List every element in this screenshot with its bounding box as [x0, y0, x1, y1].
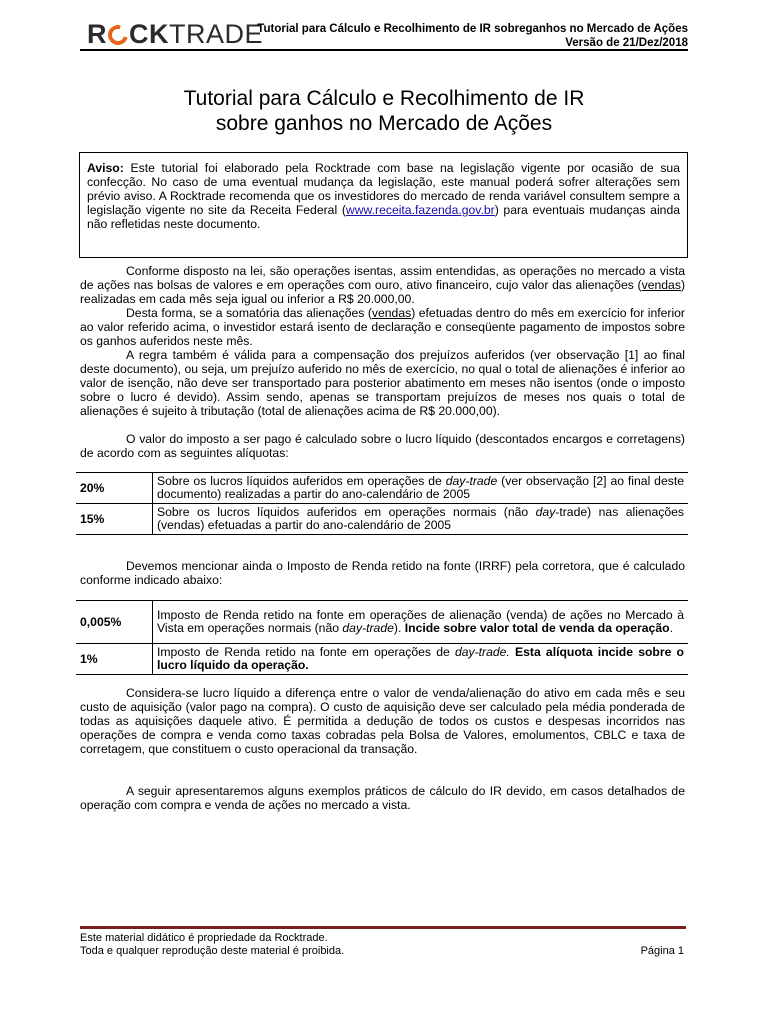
desc-text-end: . [669, 621, 673, 635]
paragraph-net-profit [80, 686, 685, 756]
p1-text-end: ) realizadas em cada mês seja igual ou inferior a R$ 20.000,00. [80, 278, 685, 306]
receita-federal-link[interactable]: www.receita.fazenda.gov.br [345, 203, 495, 217]
p2-text-end: ) efetuadas dentro do mês em exercício for inferior ao valor referido acima, o investidor estará isento de declaração e conseqüente pagamento de impostos sobre os ganhos auferidos neste mês. [80, 306, 685, 348]
rate-cell: 15% [76, 504, 153, 535]
document-title [80, 86, 688, 136]
paragraph-irrf [80, 559, 685, 587]
p3-text: A regra também é válida para a compensação dos prejuízos auferidos (ver observação [1] ao final deste documento), ou seja, um prejuízo auferido no mês de exercício, no qual o total de alienações é inferior ao valor de isenção, não deve ser transportado para posterior abatimento em meses não isentos (onde o imposto sobre o lucro é devido). Assim sendo, apenas se transportam prejuízos de meses nos quais o total de alienações é sujeito à tributação (total de alienações acima de R$ 20.000,00). [80, 348, 685, 418]
footer-line1: Este material didático é propriedade da Rocktrade. [80, 932, 328, 944]
header-divider [80, 49, 688, 51]
p6-text: Considera-se lucro líquido a diferença entre o valor de venda/alienação do ativo em cada mês e seu custo de aquisição (valor pago na compra). O custo de aquisição deve ser calculado pela média ponderada de todas as aquisições daquele ativo. É permitida a dedução de todos os custos e despesas incorridos nas operações de compra e venda como taxas cobradas pela Bolsa de Valores, emolumentos, CBLC e taxa de corretagem, que constituem o custo operacional da transação. [80, 686, 685, 756]
rate-cell: 20% [76, 473, 153, 504]
paragraph-examples [80, 784, 685, 812]
desc-italic: day-trade [342, 621, 394, 635]
header-title [257, 22, 688, 50]
p2-underline: vendas [371, 306, 412, 320]
paragraph-tax-rates [80, 432, 685, 460]
header-title-line1: Tutorial para Cálculo e Recolhimento de IR sobreganhos no Mercado de Ações [257, 23, 688, 35]
p4-text: O valor do imposto a ser pago é calculado sobre o lucro líquido (descontados encargos e corretagens) de acordo com as seguintes alíquotas: [80, 432, 685, 460]
table-row [76, 504, 688, 535]
rate-description [153, 601, 689, 644]
desc-text-end: -trade) nas alienações (vendas) efetuadas a partir do ano-calendário de 2005 [157, 505, 685, 532]
notice-text: Este tutorial foi elaborado pela Rocktrade com base na legislação vigente por ocasião de sua confecção. No caso de uma eventual mudança da legislação, este manual poderá sofrer alterações sem prévio aviso. A Rocktrade recomenda que os investidores do mercado de renda variável consultem sempre a legislação vigente no site da Receita Federal ( [87, 161, 680, 217]
tax-rates-table [76, 472, 688, 535]
footer-notice [80, 932, 344, 957]
table-row [76, 473, 688, 504]
rate-description [153, 644, 689, 675]
desc-text: Imposto de Renda retido na fonte em operações de [157, 645, 455, 659]
rate-cell: 0,005% [76, 601, 153, 644]
desc-italic: day [535, 505, 556, 519]
desc-text-mid: ). [393, 621, 405, 635]
rocktrade-logo [87, 18, 263, 50]
p1-underline: vendas [641, 278, 681, 292]
logo-text-trade: TRADE [169, 18, 264, 49]
page-number: Página 1 [640, 945, 684, 957]
footer-line2: Toda e qualquer reprodução deste material é proibida. [80, 944, 345, 957]
desc-italic: day-trade [445, 474, 498, 488]
table-row [76, 601, 688, 644]
logo-o-icon [104, 21, 131, 48]
notice-box [79, 152, 688, 258]
paragraph-exemption [80, 264, 685, 418]
desc-text-end: (ver observação [2] ao final deste documento) realizadas a partir do ano-calendário de 2005 [157, 474, 684, 501]
title-line2: sobre ganhos no Mercado de Ações [215, 112, 553, 135]
notice-text-end: ) para eventuais mudanças ainda não refletidas neste documento. [87, 203, 681, 231]
p2-text: Desta forma, se a somatória das alienações ( [126, 306, 372, 320]
p7-text: A seguir apresentaremos alguns exemplos práticos de cálculo do IR devido, em casos detalhados de operação com compra e venda de ações no mercado a vista. [80, 784, 685, 812]
table-row [76, 644, 688, 675]
logo-text-ck: CK [129, 18, 169, 49]
p1-text: Conforme disposto na lei, são operações isentas, assim entendidas, as operações no mercado a vista de ações nas bolsas de valores e em operações com ouro, ativo financeiro, cujo valor das alienações ( [80, 264, 685, 292]
footer-divider [80, 926, 686, 929]
desc-text: Sobre os lucros líquidos auferidos em operações normais (não [157, 505, 536, 519]
header-version: Versão de 21/Dez/2018 [565, 37, 688, 49]
desc-bold: Incide sobre valor total de venda da operação [404, 621, 670, 635]
desc-bold: Esta alíquota incide sobre o lucro líquido da operação. [157, 645, 685, 672]
irrf-table [76, 600, 688, 675]
p5-text: Devemos mencionar ainda o Imposto de Renda retido na fonte (IRRF) pela corretora, que é calculado conforme indicado abaixo: [80, 559, 685, 587]
notice-label: Aviso: [87, 161, 124, 175]
desc-text: Imposto de Renda retido na fonte em operações de alienação (venda) de ações no Mercado à Vista em operações normais (não [157, 608, 684, 635]
rate-description [153, 473, 689, 504]
desc-text: Sobre os lucros líquidos auferidos em operações de [157, 474, 446, 488]
rate-cell: 1% [76, 644, 153, 675]
desc-italic: day-trade. [454, 645, 510, 659]
title-line1: Tutorial para Cálculo e Recolhimento de IR [183, 87, 585, 110]
logo-text-r: R [87, 18, 107, 49]
rate-description [153, 504, 689, 535]
